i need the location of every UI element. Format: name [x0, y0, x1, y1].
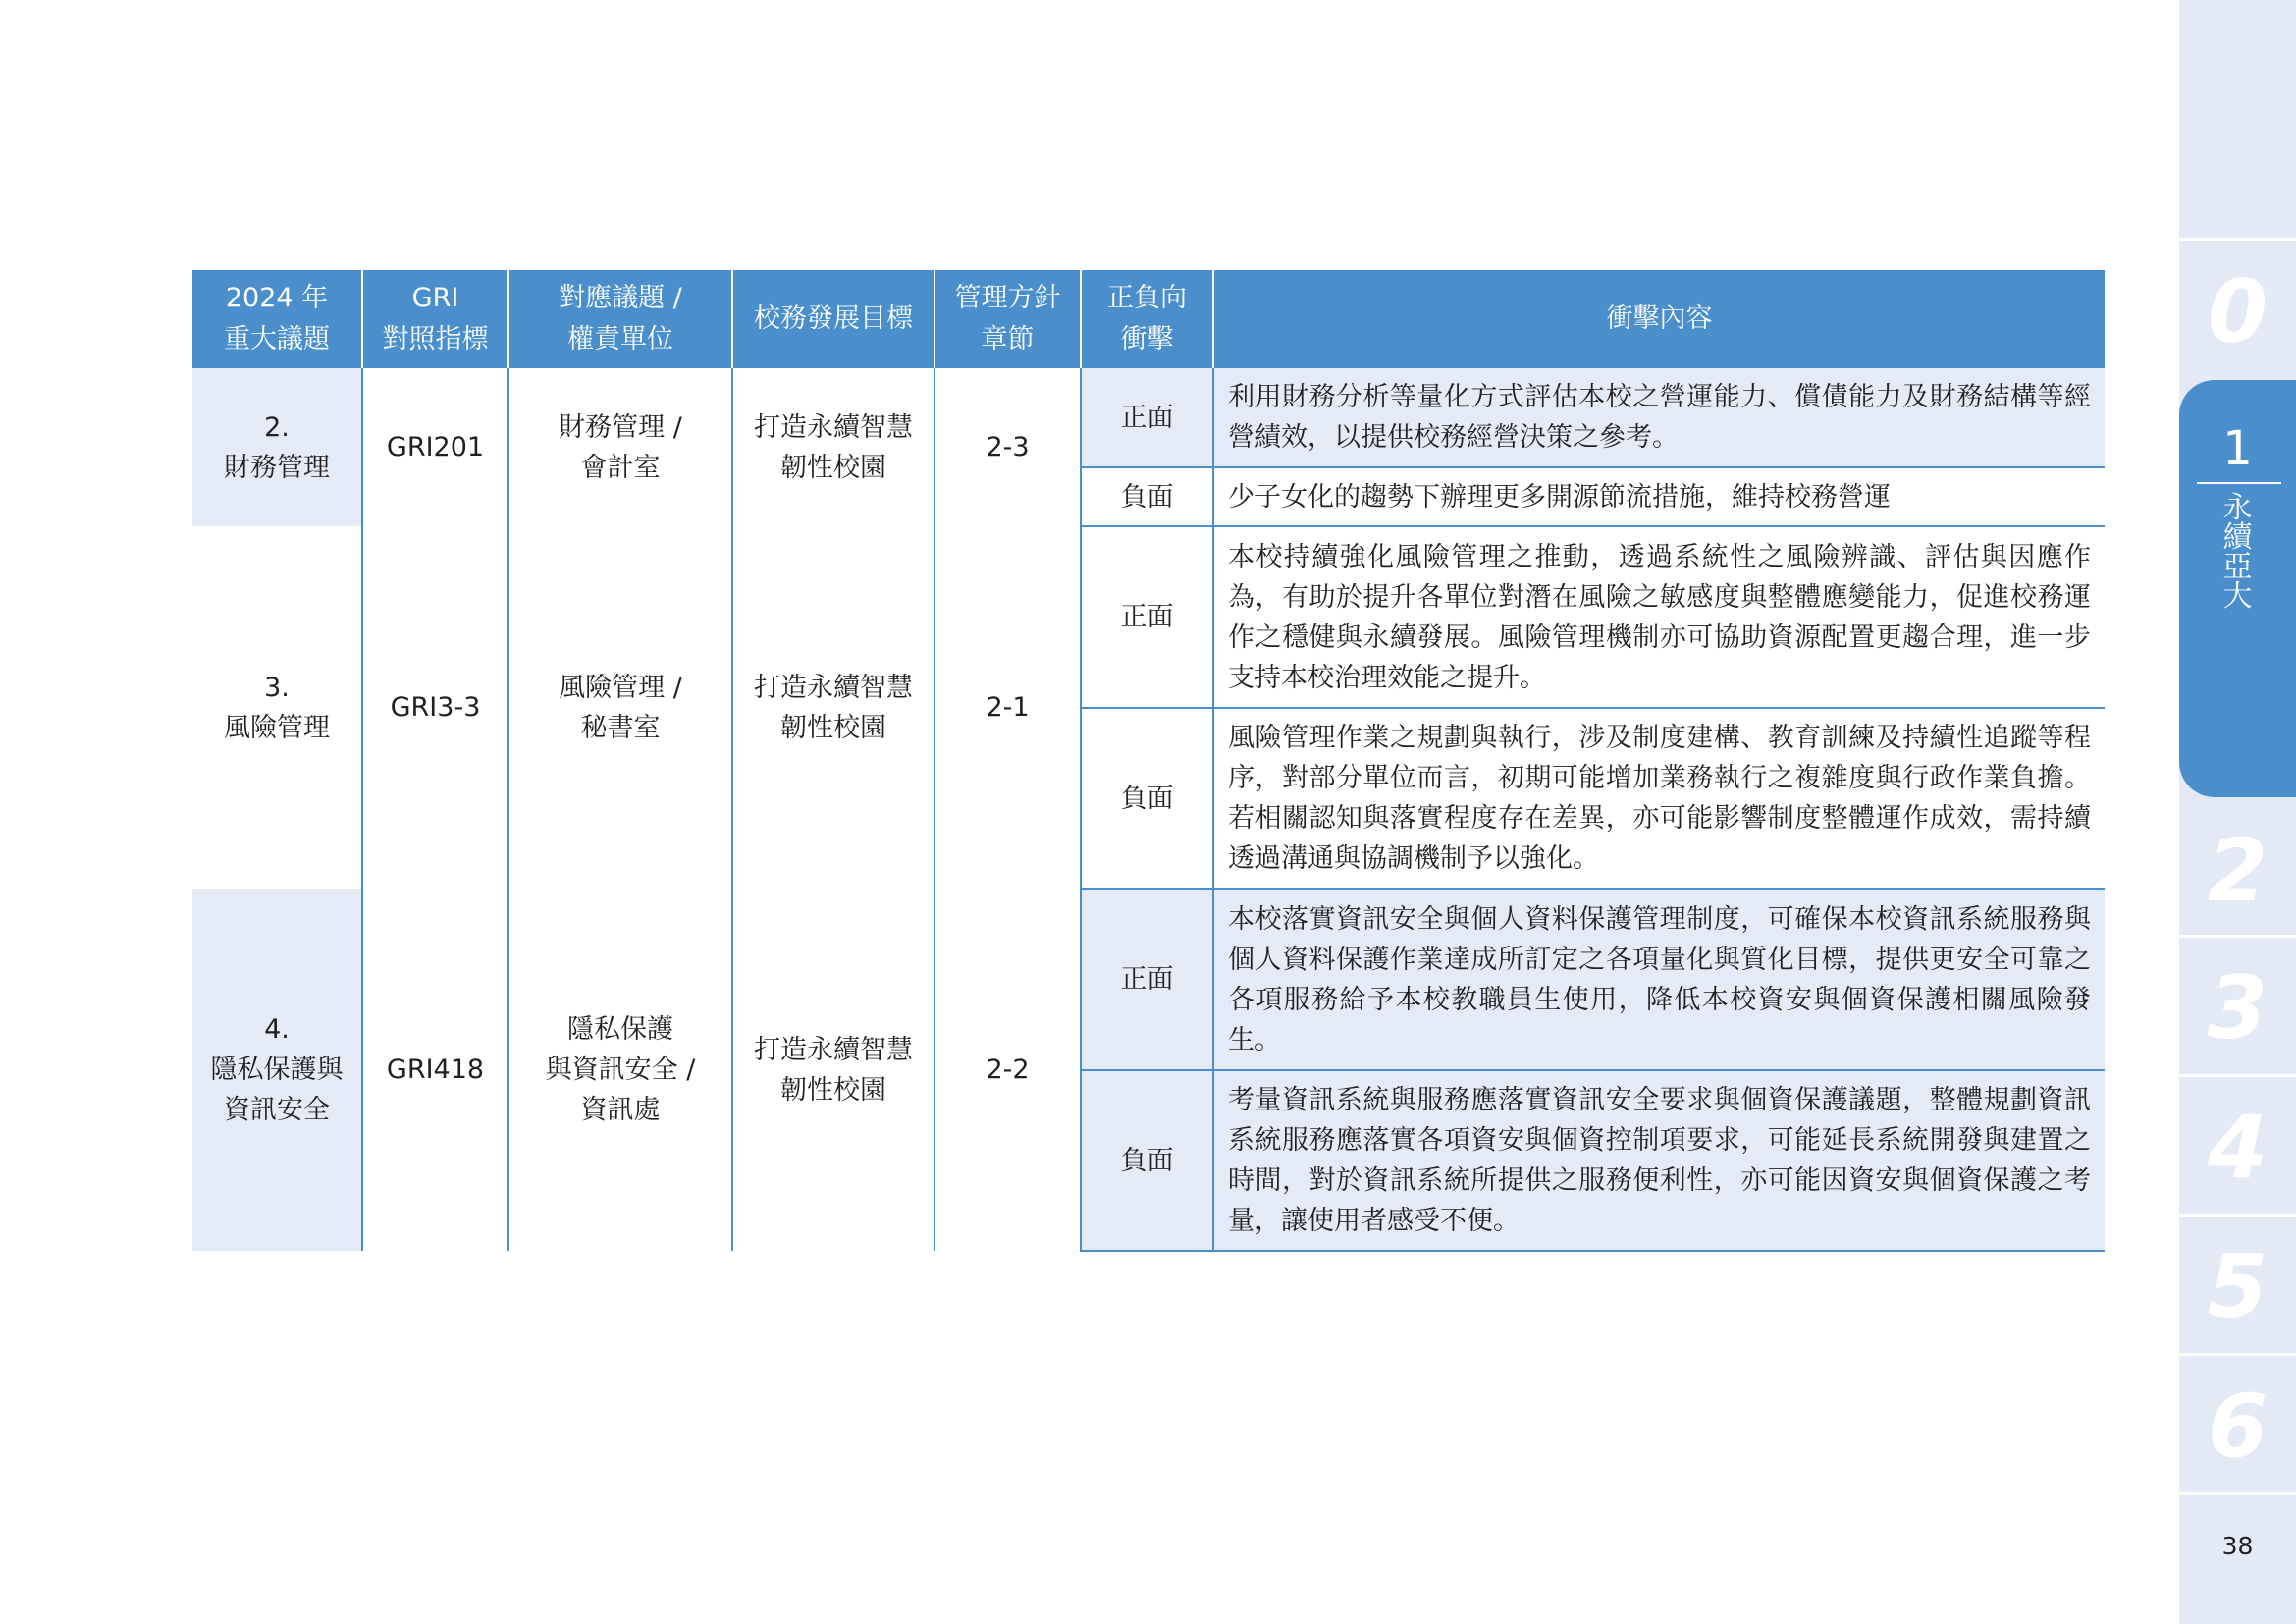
header-chapter: 管理方針 章節 — [934, 270, 1081, 368]
sidebar-divider — [2179, 1353, 2296, 1356]
goal-cell: 打造永續智慧 韌性校園 — [732, 368, 934, 526]
header-impact-content: 衝擊內容 — [1213, 270, 2105, 368]
sidebar-item-chapter-6[interactable]: 6 — [2207, 1376, 2269, 1477]
gri-cell: GRI3-3 — [362, 526, 508, 889]
header-gri: GRI 對照指標 — [362, 270, 508, 368]
gri-cell: GRI201 — [362, 368, 508, 526]
sidebar-item-chapter-5[interactable]: 5 — [2207, 1236, 2269, 1337]
impact-type-cell: 正面 — [1081, 889, 1213, 1070]
active-chapter-number: 1 — [2222, 421, 2253, 476]
table-header-row — [192, 270, 2105, 368]
unit-cell: 財務管理 / 會計室 — [508, 368, 732, 526]
topic-cell: 4. 隱私保護與 資訊安全 — [192, 889, 362, 1251]
impact-content-cell: 本校持續強化風險管理之推動，透過系統性之風險辨識、評估與因應作為，有助於提升各單位對潛在風險之敏感度與整體應變能力，促進校務運作之穩健與永續發展。風險管理機制亦可協助資源配置更趨合理，進一步支持本校治理效能之提升。 — [1213, 526, 2105, 708]
chapter-cell: 2-1 — [934, 526, 1081, 889]
unit-cell: 風險管理 / 秘書室 — [508, 526, 732, 889]
impact-type-cell: 負面 — [1081, 467, 1213, 526]
unit-cell: 隱私保護 與資訊安全 / 資訊處 — [508, 889, 732, 1251]
impact-type-cell: 正面 — [1081, 526, 1213, 708]
header-topic: 2024 年 重大議題 — [192, 270, 362, 368]
impact-content-cell: 本校落實資訊安全與個人資料保護管理制度，可確保本校資訊系統服務與個人資料保護作業達成所訂定之各項量化與質化目標，提供更安全可靠之各項服務給予本校教職員生使用，降低本校資安與個資保護相關風險發生。 — [1213, 889, 2105, 1070]
table-row — [192, 526, 2105, 708]
sidebar-item-chapter-3[interactable]: 3 — [2207, 957, 2269, 1058]
sidebar-item-chapter-4[interactable]: 4 — [2207, 1097, 2269, 1198]
goal-cell: 打造永續智慧 韌性校園 — [732, 889, 934, 1251]
sidebar-divider — [2179, 935, 2296, 938]
header-goal: 校務發展目標 — [732, 270, 934, 368]
topic-cell: 3. 風險管理 — [224, 672, 330, 743]
active-chapter-rule — [2197, 482, 2281, 484]
sidebar-divider — [2179, 238, 2296, 241]
header-impact-type: 正負向 衝擊 — [1081, 270, 1213, 368]
page-number: 38 — [2221, 1532, 2254, 1560]
impact-type-cell: 正面 — [1081, 368, 1213, 467]
impact-content-cell: 風險管理作業之規劃與執行，涉及制度建構、教育訓練及持續性追蹤等程序，對部分單位而言，初期可能增加業務執行之複雜度與行政作業負擔。若相關認知與落實程度存在差異，亦可能影響制度整體運作成效，需持續透過溝通與協調機制予以強化。 — [1213, 708, 2105, 889]
sidebar-item-chapter-1[interactable] — [2179, 380, 2296, 797]
goal-cell: 打造永續智慧 韌性校園 — [732, 526, 934, 889]
material-topics-table — [192, 270, 2105, 1252]
gri-cell: GRI418 — [362, 889, 508, 1251]
impact-content-cell: 利用財務分析等量化方式評估本校之營運能力、償債能力及財務結構等經營績效，以提供校務經營決策之參考。 — [1213, 368, 2105, 467]
table-row — [192, 889, 2105, 1070]
header-unit: 對應議題 / 權責單位 — [508, 270, 732, 368]
chapter-sidebar — [2179, 0, 2296, 1624]
chapter-cell: 2-3 — [934, 368, 1081, 526]
impact-content-cell: 少子女化的趨勢下辦理更多開源節流措施，維持校務營運 — [1213, 467, 2105, 526]
impact-type-cell: 負面 — [1081, 708, 1213, 889]
topic-cell: 2. 財務管理 — [192, 368, 362, 526]
impact-type-cell: 負面 — [1081, 1070, 1213, 1251]
table-row — [192, 368, 2105, 467]
sidebar-divider — [2179, 1492, 2296, 1495]
sidebar-item-chapter-0[interactable]: 0 — [2207, 261, 2269, 362]
sidebar-item-chapter-2[interactable]: 2 — [2207, 820, 2269, 921]
chapter-cell: 2-2 — [934, 889, 1081, 1251]
sidebar-divider — [2179, 1214, 2296, 1217]
impact-content-cell: 考量資訊系統與服務應落實資訊安全要求與個資保護議題，整體規劃資訊系統服務應落實各項資安與個資控制項要求，可能延長系統開發與建置之時間，對於資訊系統所提供之服務便利性，亦可能因資安與個資保護之考量，讓使用者感受不便。 — [1213, 1070, 2105, 1251]
sidebar-divider — [2179, 1074, 2296, 1077]
active-chapter-label: 永 續 亞 大 — [2222, 491, 2253, 614]
